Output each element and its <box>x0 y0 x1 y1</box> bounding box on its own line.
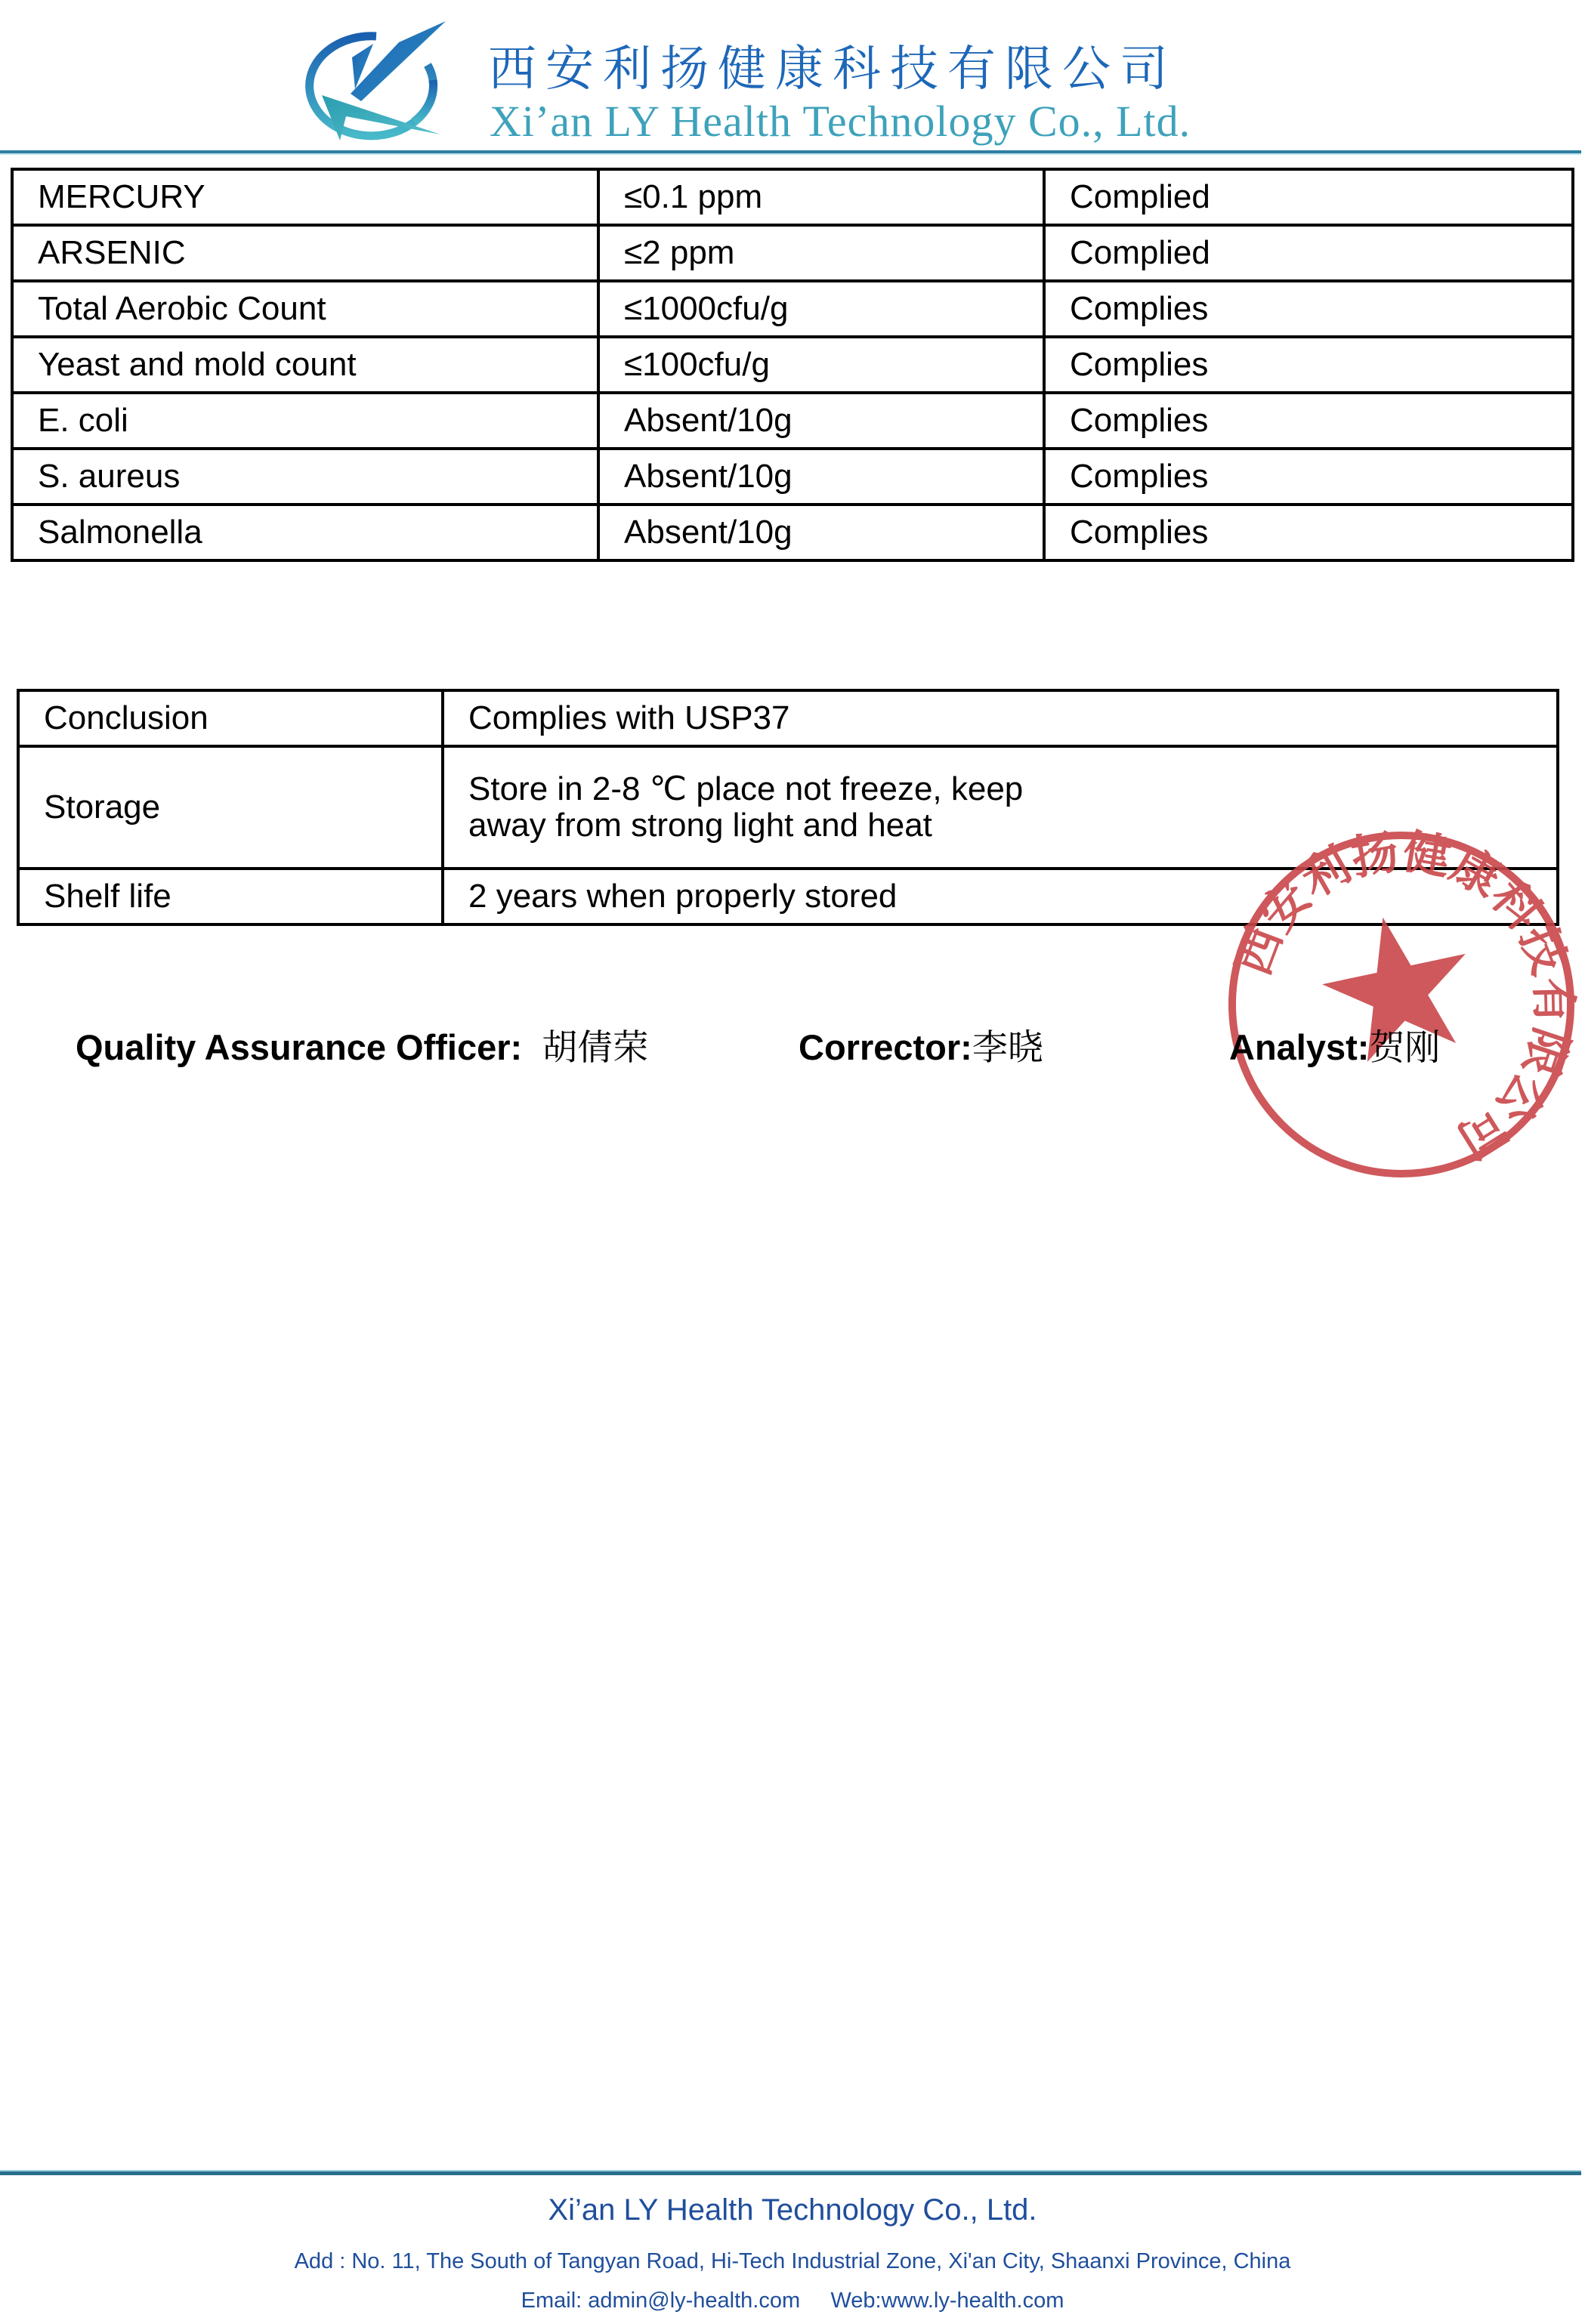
table-row <box>12 449 1573 505</box>
test-item: ARSENIC <box>12 225 598 281</box>
shelf-life-label: Shelf life <box>18 869 443 924</box>
footer-web: Web:www.ly-health.com <box>830 2289 1064 2313</box>
test-result: Complied <box>1044 169 1573 225</box>
header-divider <box>0 150 1581 153</box>
footer-address: Add : No. 11, The South of Tangyan Road, Hi-Tech Industrial Zone, Xi'an City, Shaanxi Province, China <box>294 2249 1291 2273</box>
storage-value: Store in 2-8 ℃ place not freeze, keep away from strong light and heat <box>443 746 1558 869</box>
test-item: MERCURY <box>12 169 598 225</box>
footer-email: Email: admin@ly-health.com <box>521 2289 801 2313</box>
test-item: E. coli <box>12 393 598 449</box>
shelf-life-value: 2 years when properly stored <box>443 869 1558 924</box>
test-specification: ≤2 ppm <box>598 225 1044 281</box>
test-specification: ≤1000cfu/g <box>598 281 1044 337</box>
corrector-label: Corrector: <box>799 1027 972 1067</box>
test-specification: Absent/10g <box>598 449 1044 505</box>
corrector-name: 李晓 <box>972 1027 1043 1069</box>
company-name-chinese: 西安利扬健康科技有限公司 <box>488 42 1177 97</box>
test-item: Total Aerobic Count <box>12 281 598 337</box>
test-result: Complies <box>1044 505 1573 560</box>
test-result: Complies <box>1044 337 1573 393</box>
test-item: Yeast and mold count <box>12 337 598 393</box>
table-row <box>12 337 1573 393</box>
test-specification: Absent/10g <box>598 393 1044 449</box>
svg-text:西安利扬健康科技有限公司: 西安利扬健康科技有限公司 <box>1225 827 1579 1170</box>
footer-divider <box>0 2171 1581 2175</box>
test-specification: ≤0.1 ppm <box>598 169 1044 225</box>
analyst-name: 贺刚 <box>1369 1027 1441 1069</box>
qa-officer-label: Quality Assurance Officer: <box>76 1027 523 1067</box>
test-item: Salmonella <box>12 505 598 560</box>
table-row <box>18 690 1558 746</box>
conclusion-label: Conclusion <box>18 690 443 746</box>
qa-officer-signature <box>76 1020 648 1070</box>
table-row <box>12 281 1573 337</box>
test-result: Complied <box>1044 225 1573 281</box>
footer-contact <box>0 2287 1585 2314</box>
test-results-table <box>11 168 1574 562</box>
analyst-signature <box>1229 1020 1440 1070</box>
analyst-label: Analyst: <box>1229 1027 1370 1067</box>
qa-officer-name: 胡倩荣 <box>542 1027 649 1069</box>
conclusion-value: Complies with USP37 <box>443 690 1558 746</box>
company-logo-icon <box>286 20 452 148</box>
storage-label: Storage <box>18 746 443 869</box>
table-row <box>12 393 1573 449</box>
footer-company-name: Xi’an LY Health Technology Co., Ltd. <box>548 2193 1037 2227</box>
table-row <box>12 505 1573 560</box>
corrector-signature <box>799 1020 1043 1070</box>
company-seal-stamp <box>1224 827 1579 1182</box>
test-specification: ≤100cfu/g <box>598 337 1044 393</box>
table-row <box>12 169 1573 225</box>
test-result: Complies <box>1044 281 1573 337</box>
test-result: Complies <box>1044 449 1573 505</box>
table-row <box>12 225 1573 281</box>
test-specification: Absent/10g <box>598 505 1044 560</box>
company-name-english: Xi’an LY Health Technology Co., Ltd. <box>490 97 1191 146</box>
test-result: Complies <box>1044 393 1573 449</box>
test-item: S. aureus <box>12 449 598 505</box>
